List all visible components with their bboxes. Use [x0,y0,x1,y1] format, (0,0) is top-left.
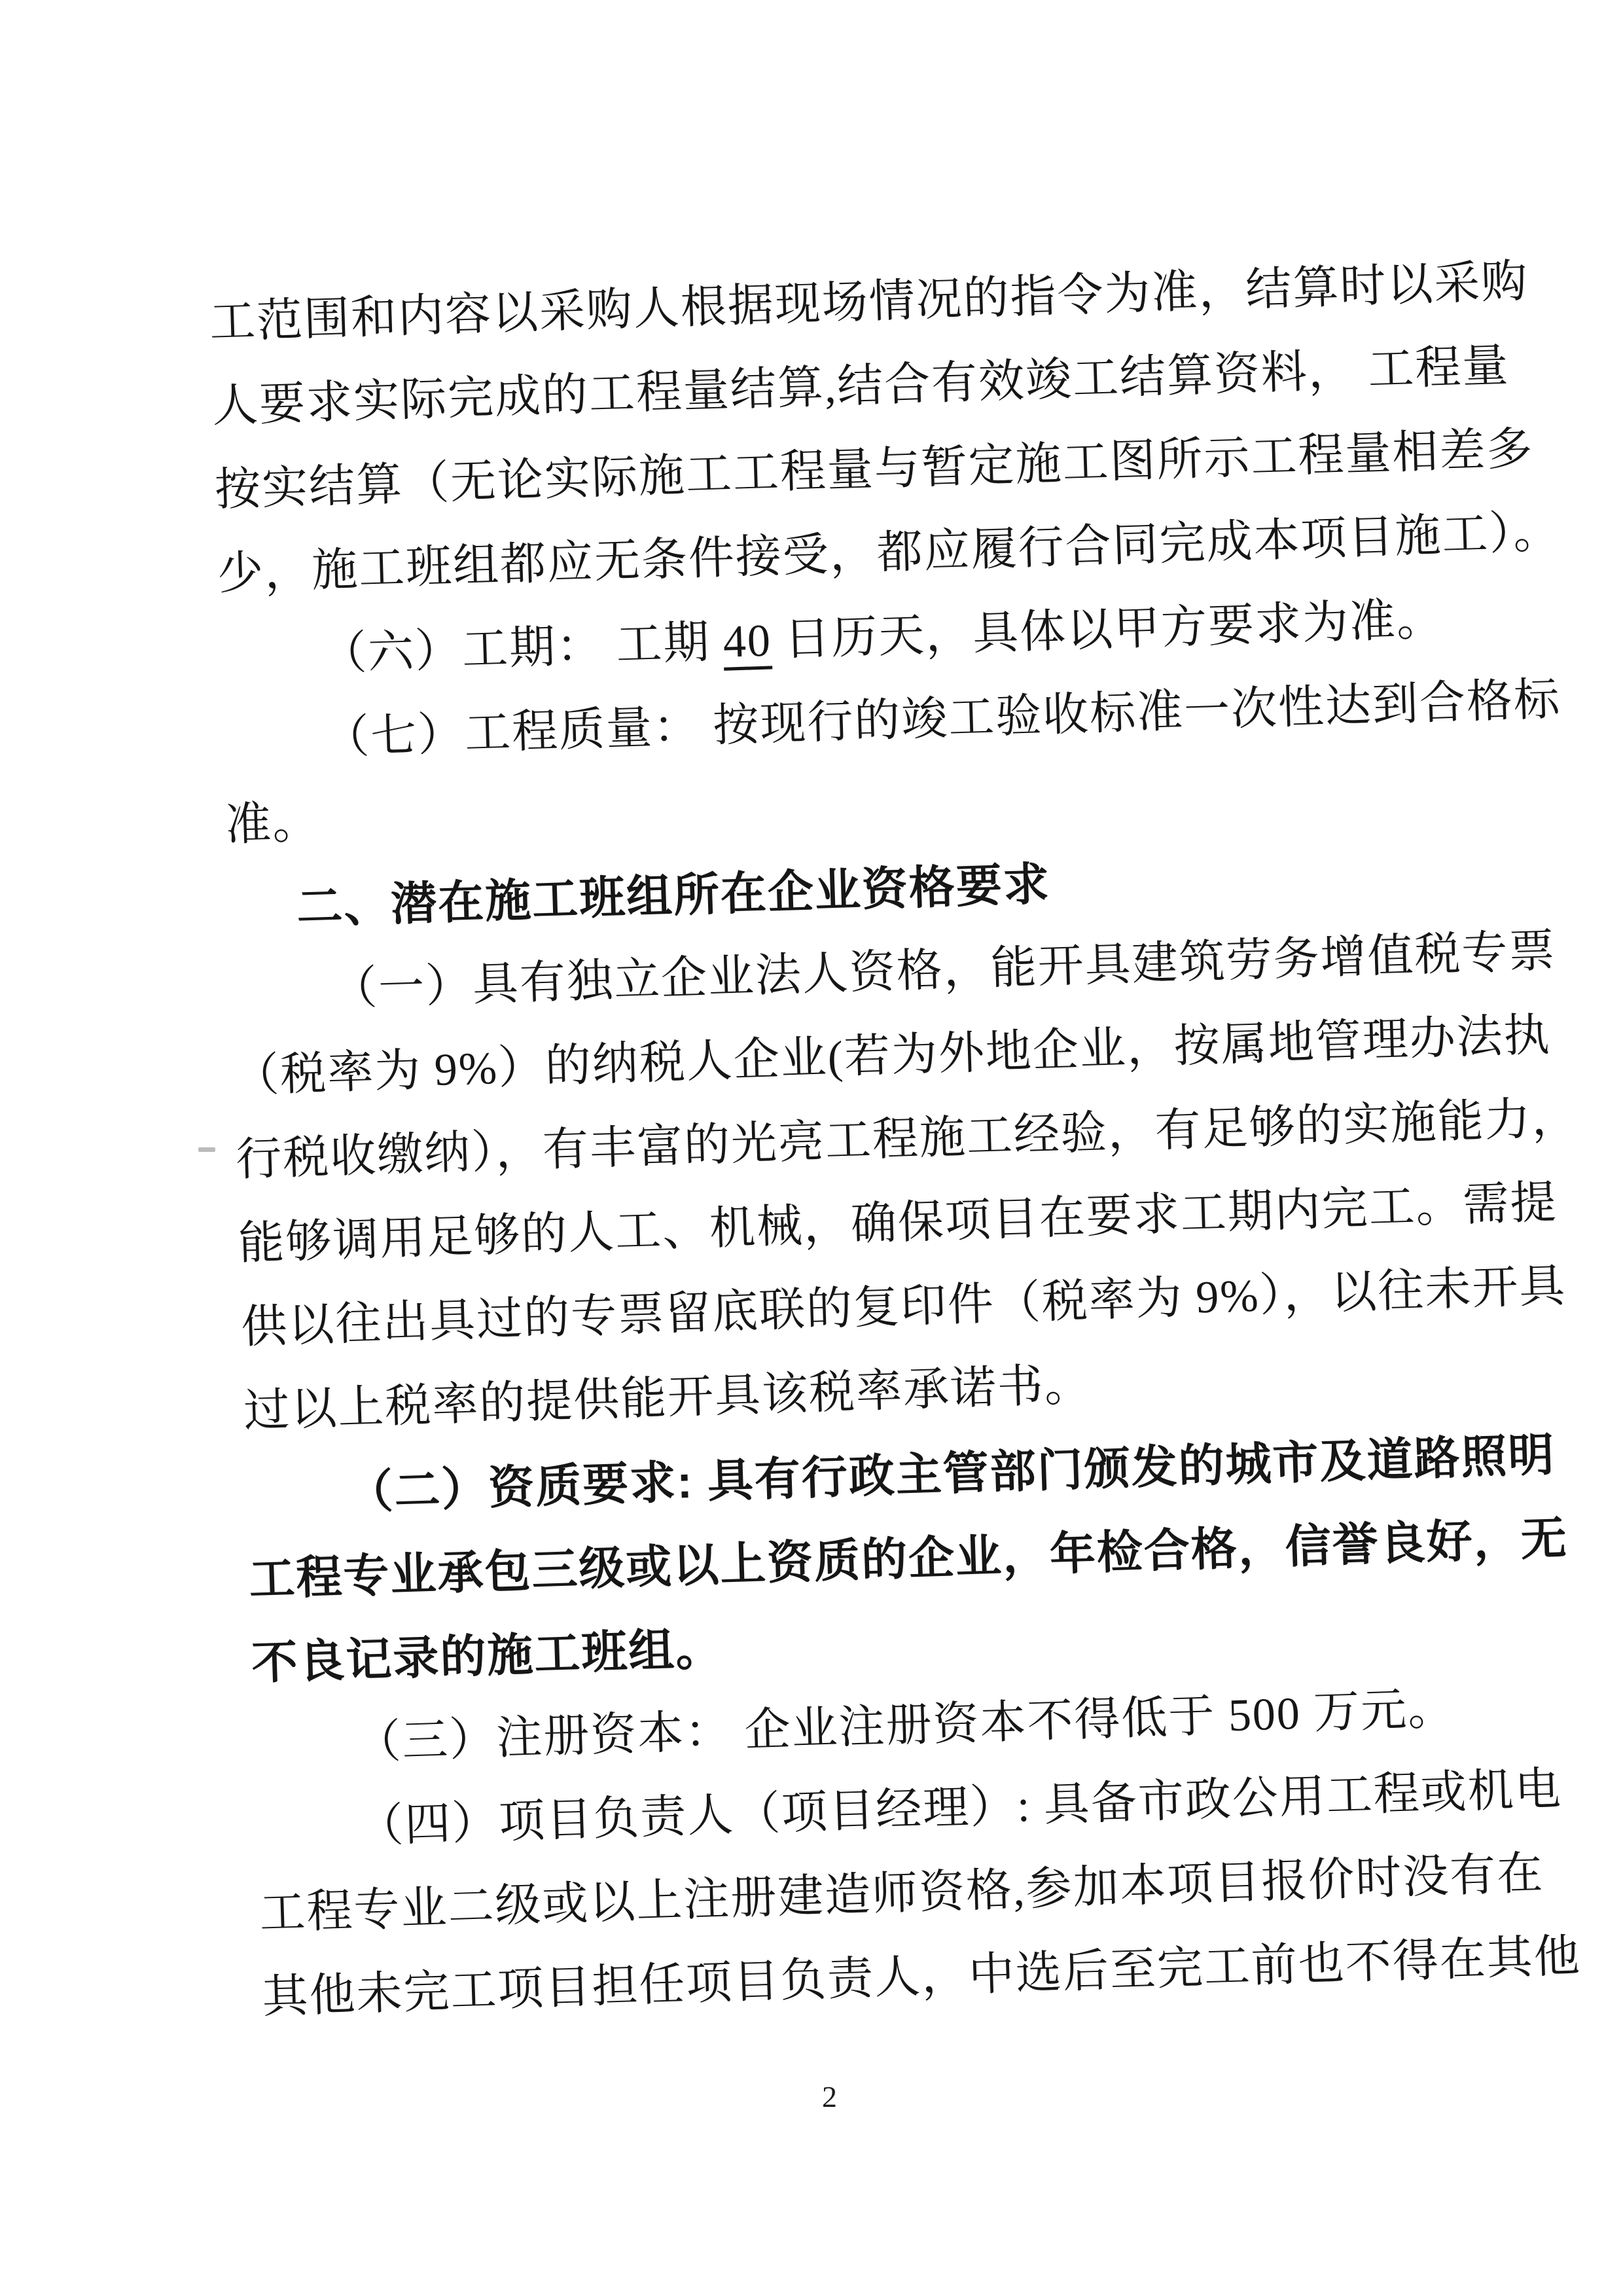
text-line: （三）注册资本： 企业注册资本不得低于 500 万元。 [354,1683,1456,1769]
text-line: 工程专业二级或以上注册建造师资格,参加本项目报价时没有在 [259,1848,1545,1939]
text-segment: 日历天，具体以甲方要求为准。 [770,594,1445,666]
text-line-qualification: 工程专业承包三级或以上资质的企业，年检合格，信誉良好，无 [248,1512,1569,1605]
text-line: （七）工程质量： 按现行的竣工验收标准一次性达到合格标 [323,674,1562,764]
text-line: 其他未完工项目担任项目负责人，中选后至完工前也不得在其他 [261,1931,1582,2023]
text-line: 按实结算（无论实际施工工程量与暂定施工图所示工程量相差多 [214,423,1535,516]
text-line: 少，施工班组都应无条件接受，都应履行合同完成本项目施工）。 [217,507,1561,600]
text-line: 工范围和内容以采购人根据现场情况的指令为准，结算时以采购 [209,256,1529,349]
text-line-qualification: （二）资质要求: 具有行政主管部门颁发的城市及道路照明 [346,1429,1556,1518]
scan-artifact-mark [198,1147,215,1152]
text-line: 行税收缴纳），有丰富的光亮工程施工经验，有足够的实施能力， [235,1093,1580,1186]
text-line: 准。 [224,797,321,851]
text-line-qualification: 不良记录的施工班组。 [251,1623,724,1689]
text-line: （税率为 9%）的纳税人企业(若为外地企业，按属地管理办法执 [232,1010,1552,1102]
section-heading: 二、潜在施工班组所在企业资格要求 [296,858,1052,933]
text-line: 人要求实际完成的工程量结算,结合有效竣工结算资料， 工程量 [211,340,1510,433]
page-number: 2 [822,2080,837,2113]
text-line: 供以往出具过的专票留底联的复印件（税率为 9%），以往未开具 [240,1261,1567,1354]
text-line: （四）项目负责人（项目经理）: 具备市政公用工程或机电 [357,1764,1563,1853]
document-body [208,243,1582,2040]
text-segment: （六）工期： 工期 [320,617,724,681]
underlined-duration-value: 40 [722,615,773,668]
text-line: 过以上税率的提供能开具该税率承诺书。 [243,1359,1093,1437]
text-line: （一）具有独立企业法人资格，能开具建筑劳务增值税专票 [330,926,1557,1015]
text-line: 能够调用足够的人工、机械，确保项目在要求工期内完工。需提 [238,1177,1558,1270]
